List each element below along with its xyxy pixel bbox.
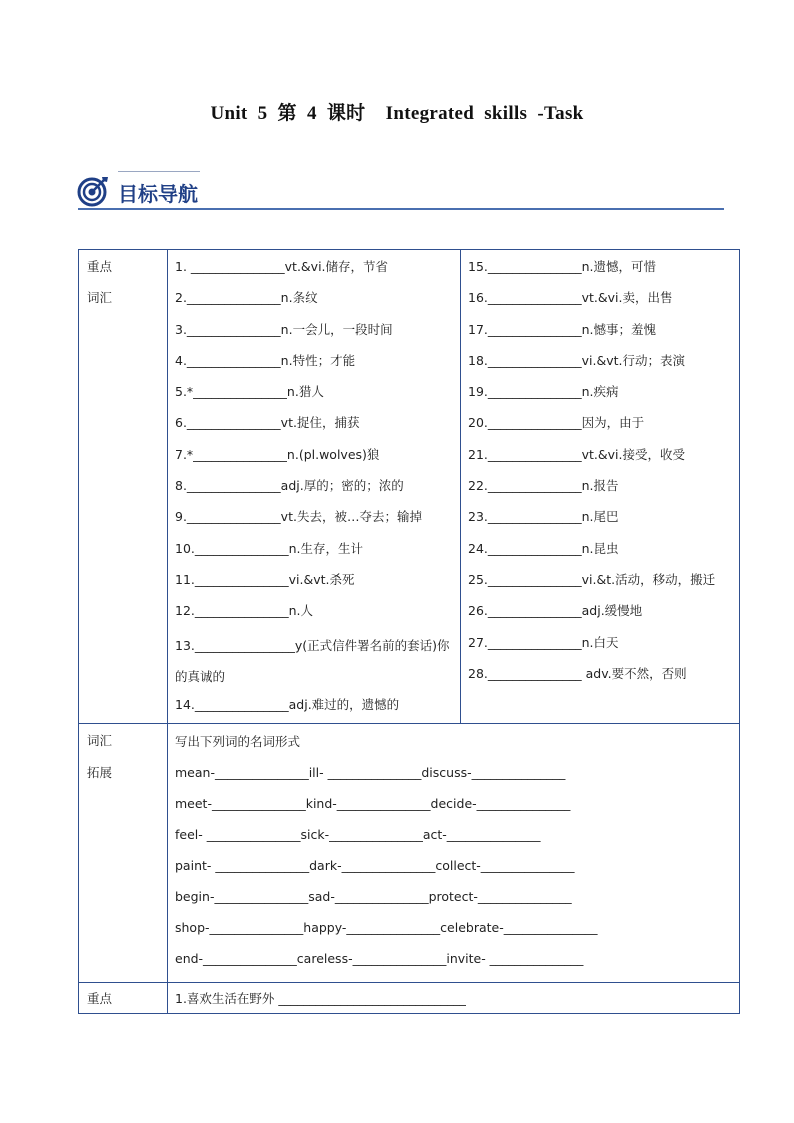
- vocab-item[interactable]: 28._______________ adv.要不然，否则: [468, 665, 687, 681]
- vocab-item[interactable]: 10._______________n.生存，生计: [175, 540, 364, 556]
- extension-line[interactable]: paint- _______________dark-_______________collect-_______________: [175, 858, 575, 874]
- phrases-row: [79, 983, 740, 1014]
- extension-instruction: 写出下列词的名词形式: [175, 734, 301, 750]
- vocab-item[interactable]: 23._______________n.尾巴: [468, 509, 619, 525]
- vocab-item[interactable]: 11._______________vi.&vt.杀死: [175, 571, 355, 587]
- vocab-item[interactable]: 26._______________adj.缓慢地: [468, 603, 643, 619]
- nav-top-line: [118, 171, 200, 172]
- vocab-item[interactable]: 4._______________n.特性；才能: [175, 352, 356, 368]
- phrases-label: 重点: [79, 983, 168, 1014]
- section-heading: 目标导航: [118, 182, 198, 206]
- extension-line[interactable]: feel- _______________sick-_______________act-_______________: [175, 827, 541, 843]
- vocab-item[interactable]: 5.*_______________n.猎人: [175, 384, 324, 400]
- vocab-label-cell: [79, 250, 168, 724]
- vocab-left-column: [168, 250, 461, 724]
- vocab-item[interactable]: 21._______________vt.&vi.接受，收受: [468, 446, 685, 462]
- vocab-label-line1: 重点: [87, 259, 113, 274]
- vocab-item[interactable]: 27._______________n.白天: [468, 634, 619, 650]
- vocab-item[interactable]: 3._______________n.一会儿，一段时间: [175, 321, 393, 337]
- vocab-item[interactable]: 12._______________n.人: [175, 603, 314, 619]
- extension-line[interactable]: shop-_______________happy-_______________celebrate-_______________: [175, 920, 598, 936]
- extension-content: [168, 724, 740, 983]
- extension-label-cell: [79, 724, 168, 983]
- vocab-item[interactable]: 1. _______________vt.&vi.储存，节省: [175, 259, 389, 274]
- heading-rule: [78, 208, 724, 210]
- vocab-row: [79, 250, 740, 724]
- phrase-item[interactable]: 1.喜欢生活在野外 ______________________________: [168, 983, 740, 1014]
- vocab-item[interactable]: 17._______________n.憾事；羞愧: [468, 321, 657, 337]
- vocab-item[interactable]: 25._______________vi.&t.活动，移动，搬迁: [468, 571, 716, 587]
- extension-line[interactable]: end-_______________careless-_______________invite- _______________: [175, 951, 584, 967]
- vocab-item[interactable]: 2._______________n.条纹: [175, 290, 318, 306]
- vocab-item[interactable]: 18._______________vi.&vt.行动；表演: [468, 352, 685, 368]
- extension-label-line2: 拓展: [87, 764, 113, 780]
- extension-line[interactable]: begin-_______________sad-_______________protect-_______________: [175, 889, 572, 905]
- page-title: Unit 5 第 4 课时 Integrated skills -Task: [210, 103, 584, 124]
- vocab-label-line2: 词汇: [87, 290, 113, 306]
- vocab-item[interactable]: 24._______________n.昆虫: [468, 540, 619, 556]
- vocab-right-column: [461, 250, 740, 724]
- vocab-item[interactable]: 15._______________n.遗憾，可惜: [468, 259, 657, 274]
- vocab-item[interactable]: 8._______________adj.厚的；密的；浓的: [175, 478, 404, 494]
- extension-line[interactable]: mean-_______________ill- _______________discuss-_______________: [175, 765, 566, 781]
- vocab-item[interactable]: 6._______________vt.捉住，捕获: [175, 415, 360, 431]
- target-icon: [77, 175, 109, 207]
- vocab-item[interactable]: 16._______________vt.&vi.卖，出售: [468, 290, 673, 306]
- vocab-item[interactable]: 9._______________vt.失去，被…夺去；输掉: [175, 509, 422, 525]
- extension-line[interactable]: meet-_______________kind-_______________decide-_______________: [175, 796, 571, 812]
- worksheet-table: [78, 249, 740, 1014]
- vocab-item[interactable]: 14._______________adj.难过的，遗憾的: [175, 697, 400, 713]
- extension-row: [79, 724, 740, 983]
- vocab-item[interactable]: 7.*_______________n.(pl.wolves)狼: [175, 446, 380, 462]
- vocab-item[interactable]: 20._______________因为，由于: [468, 415, 645, 431]
- extension-label-line1: 词汇: [87, 733, 113, 749]
- vocab-item[interactable]: 19._______________n.疾病: [468, 384, 619, 400]
- vocab-item[interactable]: 22._______________n.报告: [468, 478, 619, 494]
- vocab-item[interactable]: 13.________________y(正式信件署名前的套话)你的真诚的: [175, 637, 450, 684]
